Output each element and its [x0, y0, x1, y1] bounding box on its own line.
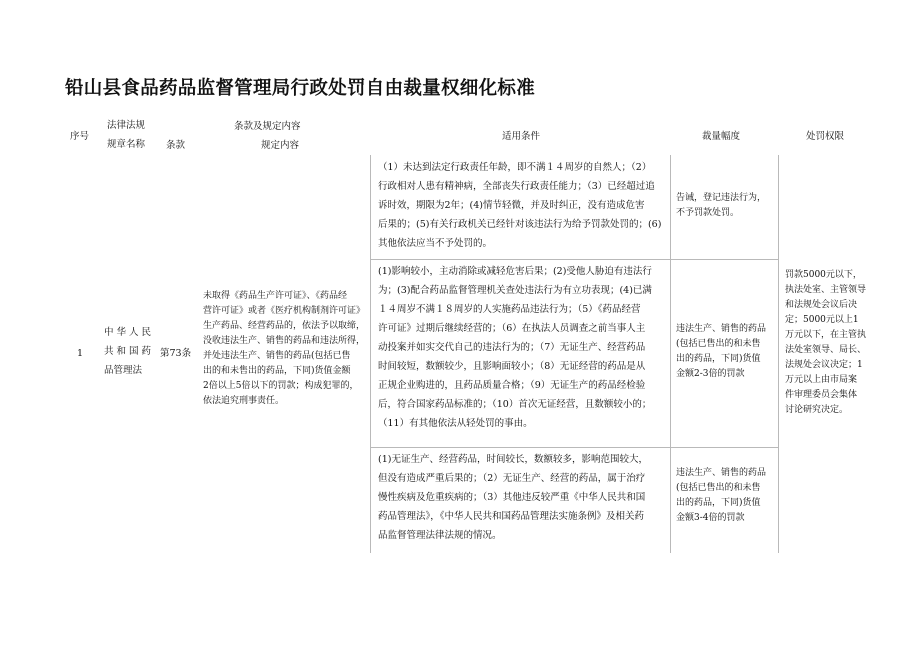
authority-line: 讨论研究决定。: [785, 405, 849, 415]
authority-line: 罚款5000元以下，: [785, 270, 862, 280]
header-law-name-line2: 规章名称: [107, 139, 146, 150]
range-line: 告诫，登记违法行为，: [676, 193, 767, 203]
content-line: 出的和未售出的药品，下同)货值金额: [203, 366, 351, 376]
condition-cell-level-1: [378, 158, 661, 253]
condition-line: (1)影响较小，主动消除或减轻危害后果；(2)受他人胁迫有违法行: [378, 266, 652, 277]
range-line: (包括已售出的和未售: [676, 483, 761, 493]
range-cell-level-1: [676, 191, 766, 221]
header-article: 条款: [166, 140, 186, 151]
law-name-line: 共 和 国 药: [104, 346, 152, 357]
authority-line: 和法规处会议后决: [785, 300, 858, 310]
authority-line: 万元以下，在主管执: [785, 330, 867, 340]
condition-line: 后果的；(5)有关行政机关已经针对该违法行为给予罚款处罚的；(6): [378, 219, 662, 230]
column-divider-condition-right: [670, 155, 671, 553]
condition-line: 行政相对人患有精神病，全部丧失行政责任能力；（3）已经超过追: [378, 181, 655, 192]
range-line: 金额3-4倍的罚款: [676, 513, 745, 523]
level-divider-2: [370, 447, 779, 448]
condition-line: （11）有其他依法从轻处罚的事由。: [378, 418, 533, 429]
range-cell-level-2: [676, 322, 766, 382]
page-title: 铅山县食品药品监督管理局行政处罚自由裁量权细化标准: [65, 78, 536, 99]
content-line: 营许可证》或者《医疗机构制剂许可证》: [203, 306, 366, 316]
condition-line: 后，符合国家药品标准的；（10）首次无证经营，且数额较小的；: [378, 399, 652, 410]
content-cell: [203, 289, 365, 409]
range-line: (包括已售出的和未售: [676, 339, 761, 349]
content-line: 没收违法生产、销售的药品和违法所得，: [203, 336, 366, 346]
content-line: 并处违法生产、销售的药品(包括已售: [203, 351, 351, 361]
column-divider-range-right: [778, 155, 779, 553]
condition-line: （1）未达到法定行政责任年龄，即不满１４周岁的自然人；（2）: [378, 162, 652, 173]
condition-line: 为；(3)配合药品监督管理机关查处违法行为有立功表现；(4)已满: [378, 285, 652, 296]
range-cell-level-3: [676, 466, 766, 526]
condition-line: 动投案并如实交代自己的违法行为的；（7）无证生产、经营药品: [378, 342, 646, 353]
condition-cell-level-3: [378, 450, 648, 545]
condition-line: 诉时效，期限为2年；(4)情节轻微，并及时纠正，没有造成危害: [378, 200, 645, 211]
header-range: 裁量幅度: [702, 131, 741, 142]
condition-line: 品监督管理法律法规的情况。: [378, 530, 502, 541]
header-seq: 序号: [70, 131, 90, 142]
content-line: 未取得《药品生产许可证》、《药品经: [203, 291, 348, 301]
header-law-name-line1: 法律法规: [107, 120, 146, 131]
condition-line: (1)无证生产、经营药品，时间较长，数额较多，影响范围较大，: [378, 454, 648, 465]
row-seq: 1: [77, 348, 84, 359]
range-line: 金额2-3倍的罚款: [676, 369, 745, 379]
condition-line: 慢性疾病及危重疾病的；（3）其他违反较严重《中华人民共和国: [378, 492, 646, 503]
authority-line: 法规处会议决定；1: [785, 360, 863, 370]
condition-line: 许可证》过期后继续经营的；（6）在执法人员调查之前当事人主: [378, 323, 646, 334]
condition-line: 时间较短，数额较少，且影响面较小；（8）无证经营的药品是从: [378, 361, 646, 372]
column-divider-condition-left: [370, 155, 371, 553]
header-authority: 处罚权限: [806, 131, 845, 142]
law-name-line: 中 华 人 民: [104, 327, 152, 338]
condition-line: 药品管理法》，《中华人民共和国药品管理法实施条例》及相关药: [378, 511, 645, 522]
law-name-line: 品管理法: [104, 365, 143, 376]
range-line: 不予罚款处罚。: [676, 208, 740, 218]
header-condition: 适用条件: [502, 131, 541, 142]
content-line: 依法追究刑事责任。: [203, 396, 285, 406]
authority-line: 法处室领导、局长、: [785, 345, 867, 355]
authority-cell: [785, 268, 866, 418]
condition-line: 正规企业购进的，且药品质量合格；（9）无证生产的药品经检验: [378, 380, 646, 391]
header-content-line2: 规定内容: [261, 140, 300, 151]
content-line: 生产药品、经营药品的，依法予以取缔，: [203, 321, 366, 331]
range-line: 违法生产、销售的药品: [676, 324, 767, 334]
condition-line: 但没有造成严重后果的；（2）无证生产、经营的药品，属于治疗: [378, 473, 646, 484]
authority-line: 件审理委员会集体: [785, 390, 858, 400]
authority-line: 定；5000元以上1: [785, 315, 859, 325]
condition-cell-level-2: [378, 262, 652, 433]
authority-line: 执法处室、主管领导: [785, 285, 867, 295]
condition-line: 其他依法应当不予处罚的。: [378, 238, 493, 249]
content-line: 2倍以上5倍以下的罚款；构成犯罪的，: [203, 381, 359, 391]
range-line: 违法生产、销售的药品: [676, 468, 767, 478]
range-line: 出的药品，下同)货值: [676, 498, 761, 508]
authority-line: 万元以上由市局案: [785, 375, 858, 385]
range-line: 出的药品，下同)货值: [676, 354, 761, 364]
article-cell: 第73条: [160, 348, 192, 359]
level-divider-1: [370, 259, 779, 260]
condition-line: １４周岁不满１８周岁的人实施药品违法行为；（5）《药品经营: [378, 304, 641, 315]
header-content-line1: 条款及规定内容: [234, 121, 301, 132]
law-name-cell: [104, 323, 151, 380]
